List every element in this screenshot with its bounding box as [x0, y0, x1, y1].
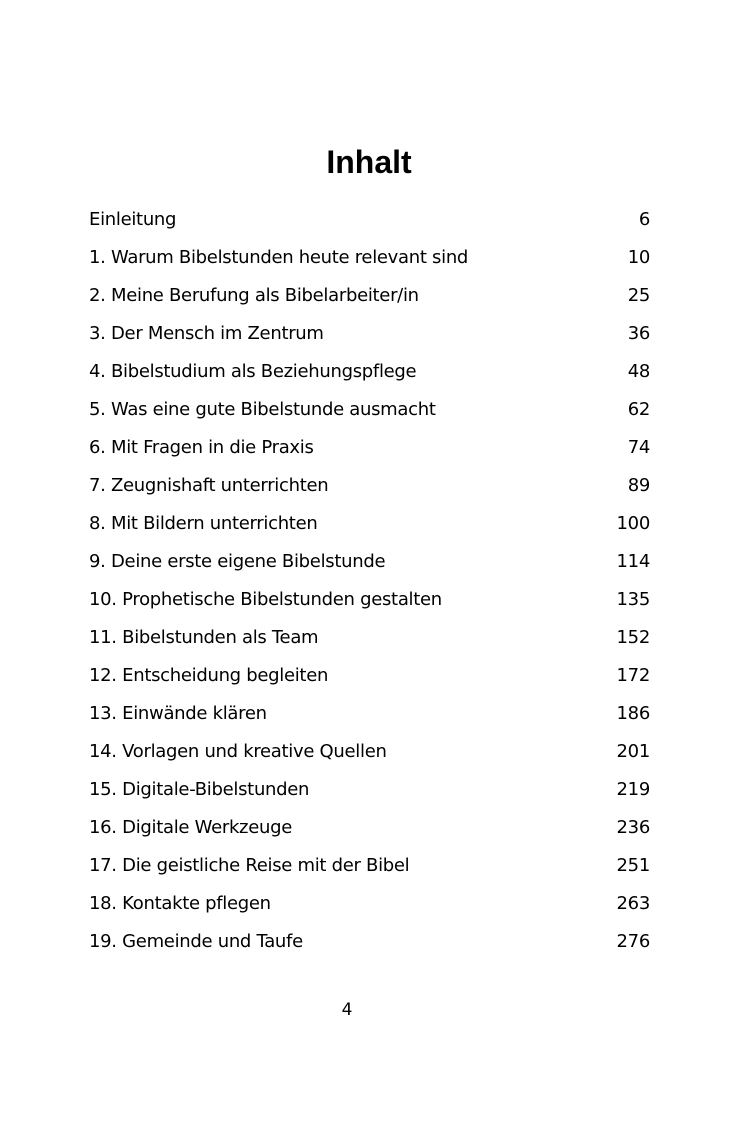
toc-entry	[89, 586, 650, 624]
toc-entry	[89, 624, 650, 662]
toc-entry	[89, 358, 650, 396]
page-number: 4	[341, 1000, 353, 1020]
toc-entry	[89, 206, 650, 244]
toc-entry-title: 3. Der Mensch im Zentrum	[89, 323, 324, 344]
toc-entry-title: 18. Kontakte pflegen	[89, 893, 271, 914]
toc-entry-title: Einleitung	[89, 209, 177, 230]
toc-entry-title: 19. Gemeinde und Taufe	[89, 931, 303, 952]
page-title: Inhalt	[326, 144, 412, 180]
toc-entry-page: 36	[627, 323, 650, 344]
toc-entry-page: 48	[627, 361, 650, 382]
toc-entry-page: 251	[616, 855, 650, 876]
toc-entry-title: 8. Mit Bildern unterrichten	[89, 513, 318, 534]
toc-entry-title: 16. Digitale Werkzeuge	[89, 817, 292, 838]
toc-entry	[89, 472, 650, 510]
toc-entry-page: 25	[627, 285, 650, 306]
toc-entry	[89, 434, 650, 472]
toc-entry-page: 62	[627, 399, 650, 420]
toc-entry	[89, 548, 650, 586]
toc-entry-title: 9. Deine erste eigene Bibelstunde	[89, 551, 386, 572]
toc-entry	[89, 244, 650, 282]
toc-entry	[89, 814, 650, 852]
toc-entry-page: 263	[616, 893, 650, 914]
toc-entry	[89, 738, 650, 776]
toc-entry	[89, 890, 650, 928]
toc-entry-title: 1. Warum Bibelstunden heute relevant sind	[89, 247, 469, 268]
toc-entry-page: 100	[616, 513, 650, 534]
toc-entry	[89, 776, 650, 814]
toc-entry	[89, 320, 650, 358]
toc-entry	[89, 928, 650, 966]
toc-entry	[89, 700, 650, 738]
toc-entry	[89, 662, 650, 700]
toc-entry-page: 186	[616, 703, 650, 724]
toc-entry-title: 5. Was eine gute Bibelstunde ausmacht	[89, 399, 436, 420]
toc-entry-title: 12. Entscheidung begleiten	[89, 665, 329, 686]
toc-entry	[89, 282, 650, 320]
toc-entry-page: 135	[616, 589, 650, 610]
toc-entry-title: 7. Zeugnishaft unterrichten	[89, 475, 329, 496]
toc-entry-page: 219	[616, 779, 650, 800]
toc-entry-page: 114	[616, 551, 650, 572]
toc-entry-page: 201	[616, 741, 650, 762]
toc-entry-page: 152	[616, 627, 650, 648]
toc-entry-title: 17. Die geistliche Reise mit der Bibel	[89, 855, 410, 876]
toc-entry	[89, 852, 650, 890]
toc-entry-title: 6. Mit Fragen in die Praxis	[89, 437, 314, 458]
toc-entry-page: 74	[627, 437, 650, 458]
toc-entry-page: 172	[616, 665, 650, 686]
toc-entry	[89, 510, 650, 548]
toc-entry-page: 10	[627, 247, 650, 268]
toc-entry-title: 4. Bibelstudium als Beziehungspflege	[89, 361, 417, 382]
toc-entry-title: 10. Prophetische Bibelstunden gestalten	[89, 589, 442, 610]
table-of-contents	[89, 206, 650, 966]
toc-entry	[89, 396, 650, 434]
toc-entry-title: 14. Vorlagen und kreative Quellen	[89, 741, 387, 762]
toc-entry-page: 6	[638, 209, 650, 230]
toc-entry-title: 15. Digitale-Bibelstunden	[89, 779, 310, 800]
toc-entry-title: 13. Einwände klären	[89, 703, 267, 724]
toc-entry-title: 11. Bibelstunden als Team	[89, 627, 319, 648]
toc-entry-page: 276	[616, 931, 650, 952]
toc-entry-page: 89	[627, 475, 650, 496]
toc-entry-title: 2. Meine Berufung als Bibelarbeiter/in	[89, 285, 419, 306]
toc-entry-page: 236	[616, 817, 650, 838]
